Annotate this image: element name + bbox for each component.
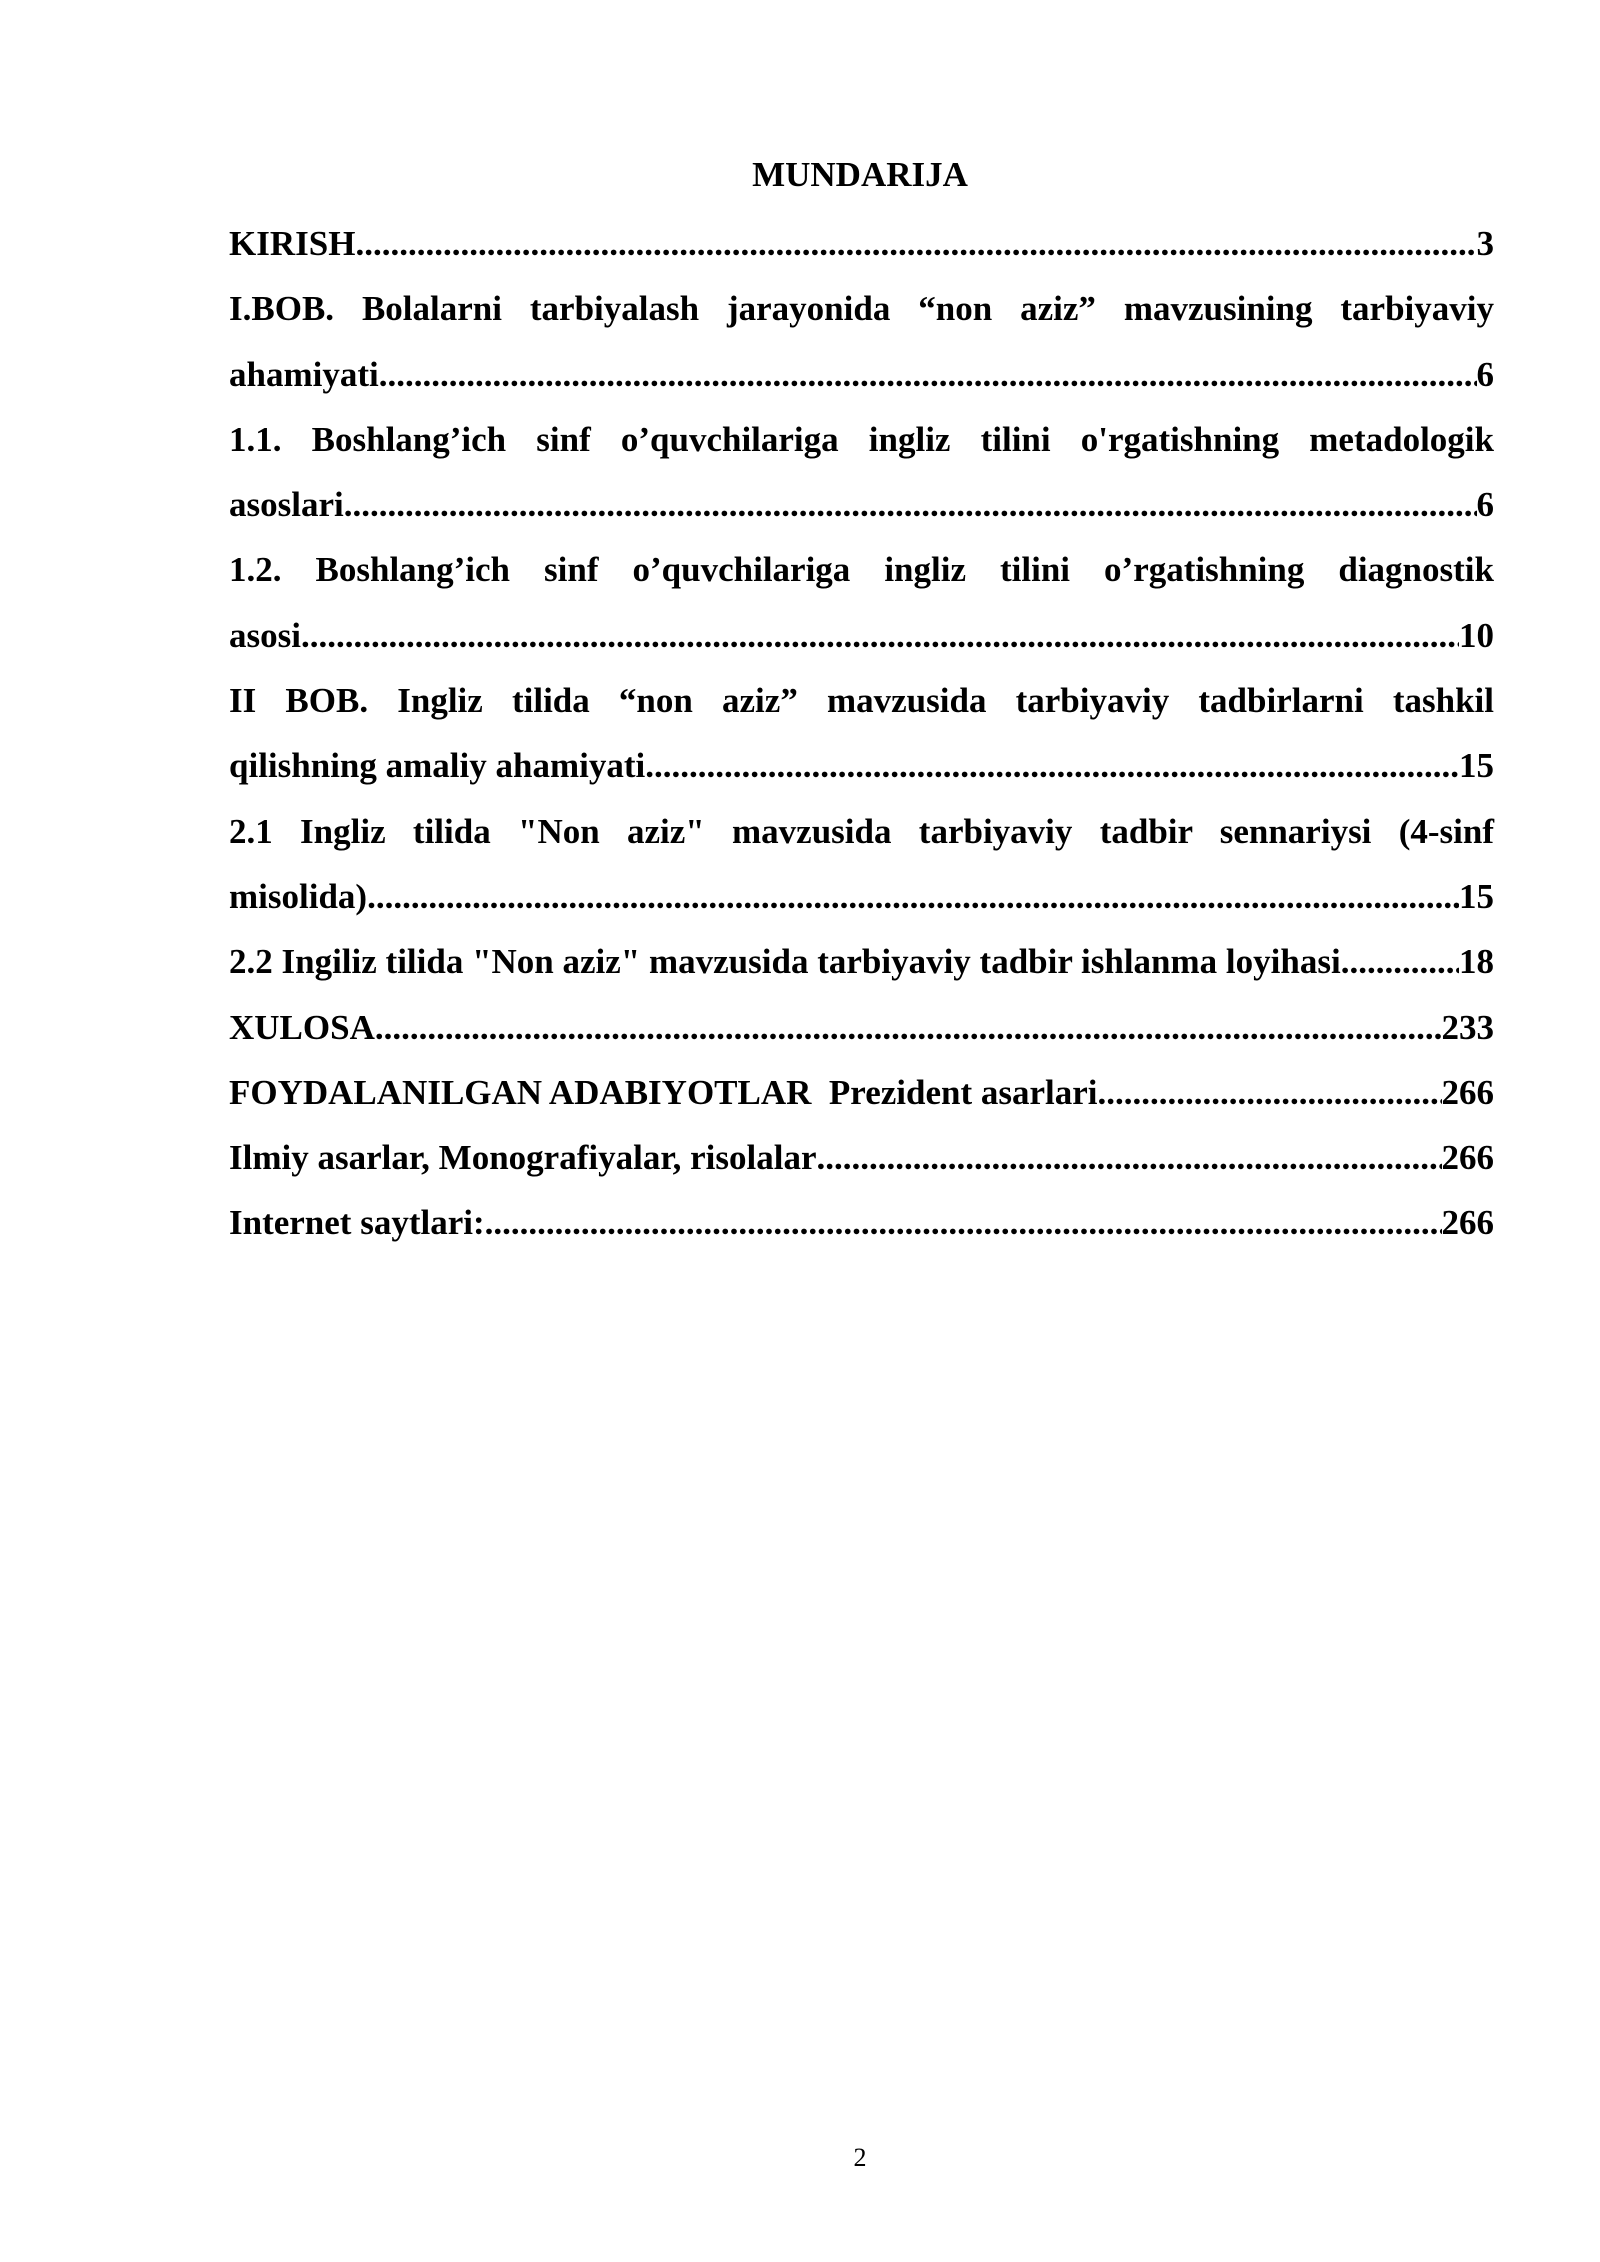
toc-entry-internet-sites[interactable] [229,1190,1494,1255]
toc-leader-dots [1341,929,1459,994]
page-title: MUNDARIJA [752,155,968,194]
toc-page-number: 6 [1476,354,1494,394]
toc-entry-text-line-1: 2.1 Ingliz tilida "Non aziz" mavzusida tarbiyaviy tadbir sennariysi (4-sinf [229,811,1494,851]
toc-entry-text: FOYDALANILGAN ADABIYOTLAR Prezident asarlari [229,1072,1098,1112]
toc-entry-line [229,1125,1494,1190]
toc-entry-text-line-1: I.BOB. Bolalarni tarbiyalash jarayonida “non aziz” mavzusining tarbiyaviy [229,289,1494,329]
toc-leader-dots [485,1190,1442,1255]
toc-entry-text-line-1: 1.1. Boshlang’ich sinf o’quvchilariga ingliz tilini o'rgatishning metadologik [229,419,1494,459]
toc-entry-references[interactable] [229,1060,1494,1125]
toc-entry-line [229,603,1494,668]
toc-entry-text: XULOSA [229,1007,375,1047]
toc-entry-text: misolida) [229,876,368,916]
toc-leader-dots [375,995,1442,1060]
toc-entry-text: Internet saytlari: [229,1203,485,1243]
toc-page-number: 3 [1476,224,1494,263]
toc-entry-line [229,342,1494,407]
toc-entry-text: ahamiyati [229,354,379,394]
toc-entry-kirish[interactable] [229,211,1494,276]
toc-entry-text: 2.2 Ingiliz tilida "Non aziz" mavzusida tarbiyaviy tadbir ishlanma loyihasi [229,942,1341,982]
toc-entry-scientific-works[interactable] [229,1125,1494,1190]
toc-entry-chapter-1[interactable] [229,276,1494,407]
toc-leader-dots [379,342,1477,407]
toc-page-number: 266 [1441,1072,1494,1112]
toc-entry-chapter-2[interactable] [229,668,1494,799]
toc-entry-line [229,1190,1494,1255]
toc-page-number: 15 [1459,876,1494,916]
toc-entry-text: asoslari [229,485,344,525]
toc-leader-dots [1098,1060,1442,1125]
toc-entry-section-1-1[interactable] [229,407,1494,538]
toc-entry-text-line-1: 1.2. Boshlang’ich sinf o’quvchilariga ingliz tilini o’rgatishning diagnostik [229,550,1494,590]
toc-entry-text: asosi [229,615,301,655]
toc-page-number: 6 [1476,485,1494,525]
toc-entry-line [229,929,1494,994]
toc-leader-dots [645,733,1459,798]
toc-entry-text-line-1: II BOB. Ingliz tilida “non aziz” mavzusida tarbiyaviy tadbirlarni tashkil [229,681,1494,721]
toc-entry-section-1-2[interactable] [229,537,1494,668]
toc-entry-line [229,995,1494,1060]
toc-entry-section-2-1[interactable] [229,799,1494,930]
toc-entry-line [229,472,1494,537]
toc-entry-line [229,211,1494,276]
toc-entry-text: KIRISH [229,224,356,263]
toc-page-number: 266 [1441,1203,1494,1243]
toc-leader-dots [367,864,1459,929]
toc-page-number: 18 [1459,942,1494,982]
toc-entry-text: qilishning amaliy ahamiyati [229,746,646,786]
toc-page-number: 10 [1459,615,1494,655]
toc-entry-line [229,864,1494,929]
toc-entry-section-2-2[interactable] [229,929,1494,994]
page-number: 2 [853,2143,867,2172]
table-of-contents [229,211,1494,1256]
toc-leader-dots [817,1125,1442,1190]
toc-page-number: 266 [1441,1138,1494,1178]
toc-entry-xulosa[interactable] [229,995,1494,1060]
toc-entry-text: Ilmiy asarlar, Monografiyalar, risolalar [229,1138,817,1178]
toc-page-number: 233 [1441,1007,1494,1047]
toc-entry-line [229,733,1494,798]
toc-entry-line [229,1060,1494,1125]
toc-leader-dots [355,211,1476,276]
toc-page-number: 15 [1459,746,1494,786]
toc-leader-dots [344,472,1477,537]
toc-leader-dots [301,603,1459,668]
